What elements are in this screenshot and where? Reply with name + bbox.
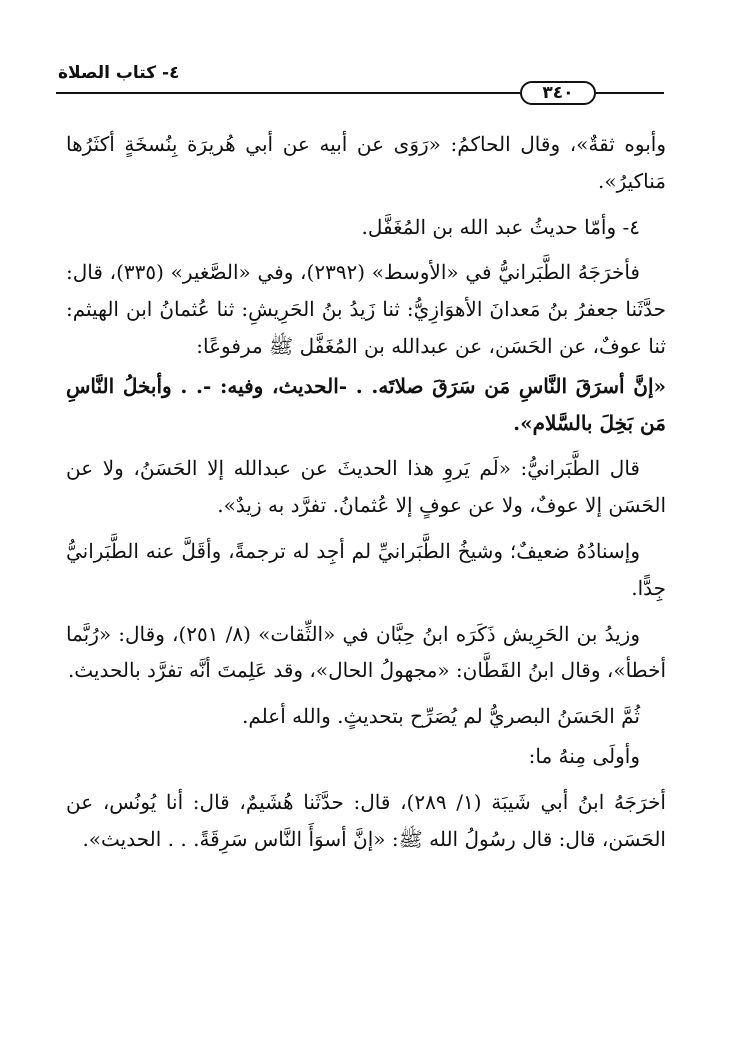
paragraph: وأبوه ثقةٌ»، وقال الحاكمُ: «رَوَى عن أبيه عن أبي هُريرَة بِنُسخَةٍ أكثَرُها مَناكيرُ». [66,132,666,193]
paragraph: فأخرَجَهُ الطَّبَرانيُّ في «الأوسط» (٢٣٩٢)، وفي «الصَّغير» (٣٣٥)، قال: حدَّثَنا جعفرُ بنُ مَعدانَ الأهوَازِيُّ: ثنا زَيدُ بنُ الحَرِيشِ: ثنا عُثمانُ ابن الهيثم: ثنا عوفٌ، عن الحَسَن، عن عبدالله بن المُغَفَّل ﷺ مرفوعًا: [66,260,666,358]
chapter-title: ٤- كتاب الصلاة [58,63,180,83]
page-number-badge: ٣٤٠ [520,81,596,105]
header-rule [596,92,664,94]
hadith-quote: «إنَّ أسرَقَ النَّاسِ مَن سَرَقَ صلاتَه. . -الحديث، وفيه: -. . وأبخلُ النَّاسِ مَن بَخِلَ بالسَّلام». [66,373,666,435]
paragraph: أخرَجَهُ ابنُ أبي شَيبَة (١/ ٢٨٩)، قال: حدَّثَنا هُشَيمٌ، قال: أنا يُونُس، عن الحَسَن، قال: قال رسُولُ الله ﷺ: «إنَّ أسوَأَ النَّاس سَرِقَةً. . . الحديث». [66,789,666,851]
header-rule [56,92,520,94]
paragraph: ٤- وأمّا حديثُ عبد الله بن المُغَفَّل. [361,214,640,239]
body-text [66,126,666,866]
paragraph: وزيدُ بن الحَرِيش ذَكَرَه ابنُ حِبَّان في «الثِّقات» (٨/ ٢٥١)، وقال: «رُبَّما أخطأ»، وقال ابنُ القَطَّان: «مجهولُ الحال»، وقد عَلِمتَ أنَّه تفرَّد بالحديث. [66,621,666,683]
paragraph: ثُمَّ الحَسَنُ البصريُّ لم يُصَرِّح بتحديثٍ. والله أعلم. [242,704,640,729]
paragraph: وأولَى مِنهُ ما: [528,743,640,768]
paragraph: قال الطَّبَرانيُّ: «لَم يَروِ هذا الحديثَ عن عبدالله إلا الحَسَنُ، ولا عن الحَسَن إلا عوفٌ، ولا عن عوفٍ إلا عُثمانُ. تفرَّد به زيدٌ». [66,456,666,518]
paragraph: وإسنادُهُ ضعيفٌ؛ وشيخُ الطَّبَرانيِّ لم أجِد له ترجمةً، وأقَلَّ عنه الطَّبَرانيُّ جِدًّا. [66,538,666,600]
